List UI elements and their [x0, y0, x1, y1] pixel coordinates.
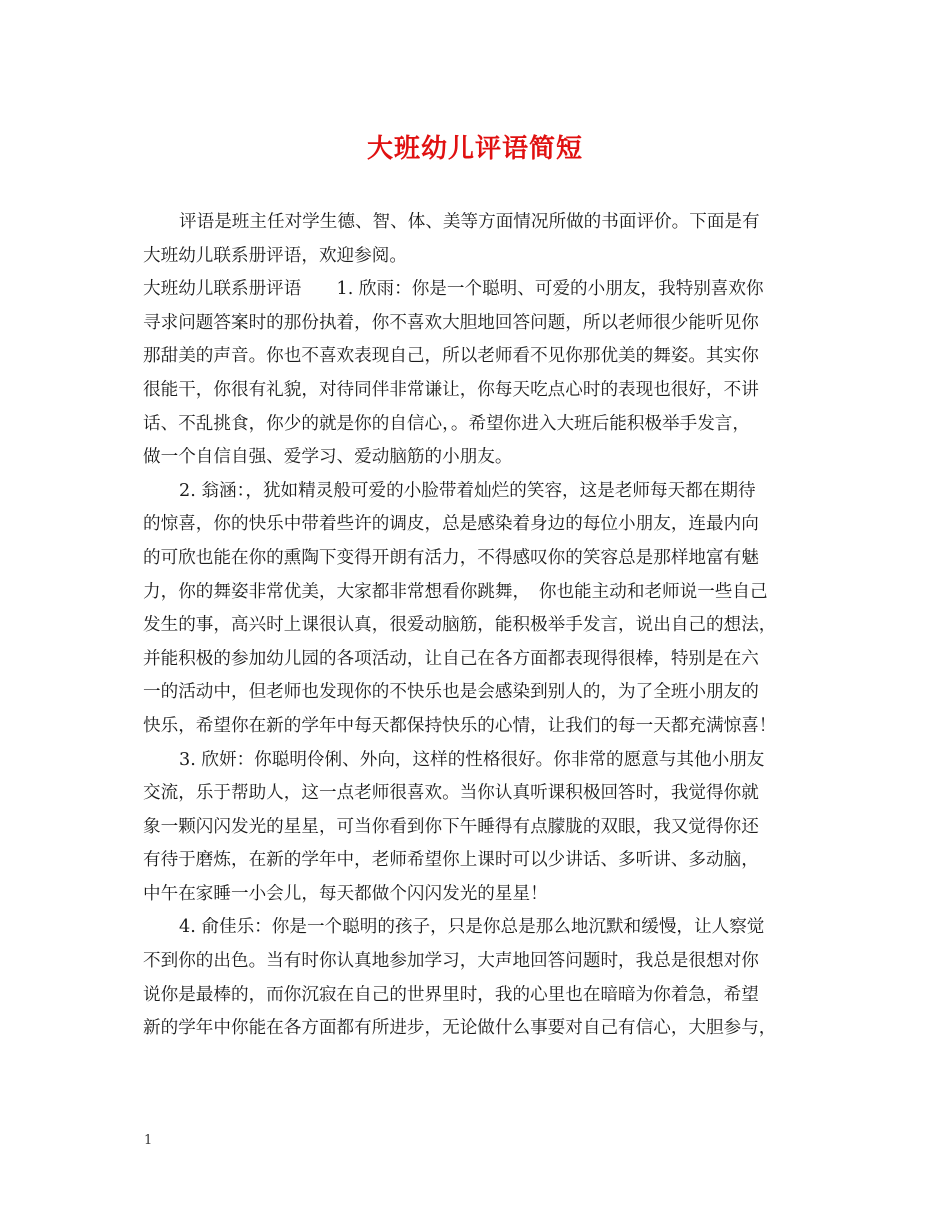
- text-line: 的惊喜，你的快乐中带着些许的调皮，总是感染着身边的每位小朋友，连最内向: [143, 514, 759, 535]
- text-line: 力，你的舞姿非常优美，大家都非常想看你跳舞， 你也能主动和老师说一些自己: [143, 581, 768, 602]
- text-line: 一的活动中，但老师也发现你的不快乐也是会感染到别人的，为了全班小朋友的: [143, 682, 759, 703]
- text-line: 大班幼儿联系册评语 1. 欣雨：你是一个聪明、可爱的小朋友，我特别喜欢你: [143, 279, 764, 300]
- text-line: 象一颗闪闪发光的星星，可当你看到你下午睡得有点朦胧的双眼，我又觉得你还: [143, 816, 759, 837]
- document-title: 大班幼儿评语简短: [366, 134, 583, 164]
- text-line: 那甜美的声音。你也不喜欢表现自己，所以老师看不见你那优美的舞姿。其实你: [143, 346, 759, 367]
- text-line: 的可欣也能在你的熏陶下变得开朗有活力，不得感叹你的笑容总是那样地富有魅: [143, 547, 759, 568]
- text-line: 不到你的出色。当有时你认真地参加学习，大声地回答问题时，我总是很想对你: [143, 951, 759, 972]
- document-body: [143, 206, 811, 1046]
- text-line: 4. 俞佳乐：你是一个聪明的孩子，只是你总是那么地沉默和缓慢，让人察觉: [179, 917, 765, 938]
- text-line: 寻求问题答案时的那份执着，你不喜欢大胆地回答问题，所以老师很少能听见你: [143, 312, 759, 333]
- text-line: 交流，乐于帮助人，这一点老师很喜欢。当你认真听课积极回答时，我觉得你就: [143, 783, 759, 804]
- text-line: 中午在家睡一小会儿，每天都做个闪闪发光的星星！: [143, 883, 548, 904]
- text-line: 说你是最棒的，而你沉寂在自己的世界里时，我的心里也在暗暗为你着急，希望: [143, 984, 759, 1005]
- text-line: 有待于磨炼，在新的学年中，老师希望你上课时可以少讲话、多听讲、多动脑，: [143, 850, 759, 871]
- text-line: 很能干，你很有礼貌，对待同伴非常谦让，你每天吃点心时的表现也很好，不讲: [143, 379, 759, 400]
- page-number: 1: [144, 1133, 153, 1148]
- text-line: 做一个自信自强、爱学习、爱动脑筋的小朋友。: [143, 447, 513, 468]
- text-line: 发生的事，高兴时上课很认真，很爱动脑筋，能积极举手发言，说出自己的想法，: [143, 615, 777, 636]
- text-line: 3. 欣妍：你聪明伶俐、外向，这样的性格很好。你非常的愿意与其他小朋友: [179, 749, 765, 770]
- text-line: 话、不乱挑食，你少的就是你的自信心，。希望你进入大班后能积极举手发言，: [143, 413, 750, 434]
- text-line: 评语是班主任对学生德、智、体、美等方面情况所做的书面评价。下面是有: [179, 212, 760, 232]
- text-line: 大班幼儿联系册评语，欢迎参阅。: [143, 245, 407, 266]
- text-line: 2. 翁涵：，犹如精灵般可爱的小脸带着灿烂的笑容，这是老师每天都在期待: [179, 480, 756, 501]
- text-line: 快乐，希望你在新的学年中每天都保持快乐的心情，让我们的每一天都充满惊喜！: [143, 715, 777, 736]
- text-line: 新的学年中你能在各方面都有所进步，无论做什么事要对自己有信心，大胆参与，: [143, 1018, 777, 1039]
- text-line: 并能积极的参加幼儿园的各项活动，让自己在各方面都表现得很棒，特别是在六: [143, 648, 759, 669]
